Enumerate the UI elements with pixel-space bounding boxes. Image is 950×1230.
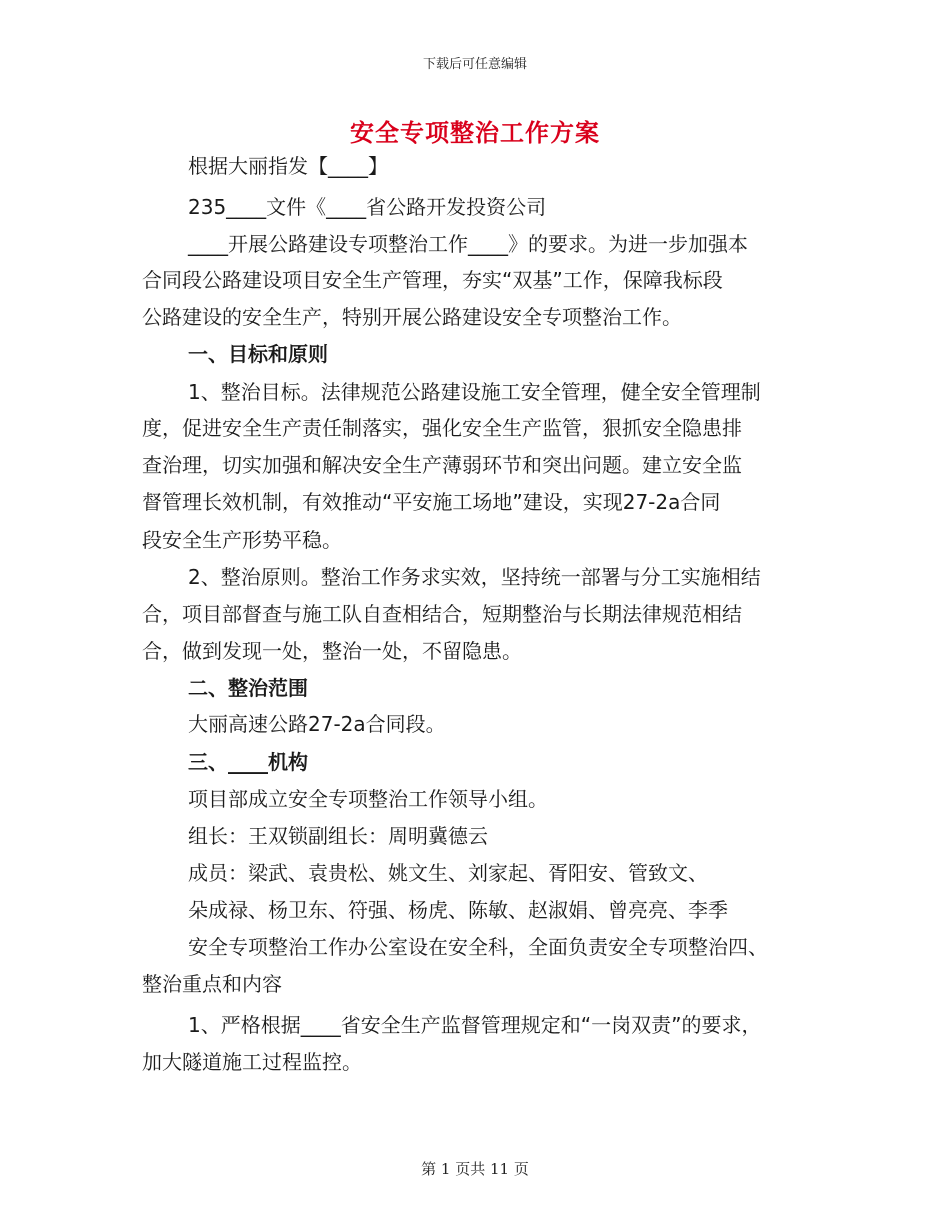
page-header: 下载后可任意编辑	[422, 57, 527, 72]
paragraph-line: 督管理长效机制，有效推动“平安施工场地”建设，实现27-2a合同	[142, 490, 721, 514]
paragraph-line: 235____文件《____省公路开发投资公司	[188, 195, 547, 219]
paragraph-line: 段安全生产形势平稳。	[142, 528, 342, 552]
paragraph-line: 加大隧道施工过程监控。	[142, 1050, 362, 1074]
document-title: 安全专项整治工作方案	[350, 119, 600, 147]
page-footer: 第 1 页共 11 页	[421, 1160, 529, 1178]
paragraph-line: 项目部成立安全专项整治工作领导小组。	[188, 787, 548, 811]
paragraph-line: 查治理，切实加强和解决安全生产薄弱环节和突出问题。建立安全监	[142, 453, 742, 477]
paragraph-line: 组长：王双锁副组长：周明冀德云	[188, 824, 488, 848]
paragraph-line: ____开展公路建设专项整治工作____》的要求。为进一步加强本	[188, 232, 748, 256]
paragraph-line: 度，促进安全生产责任制落实，强化安全生产监管，狠抓安全隐患排	[142, 416, 742, 440]
paragraph-line: 成员：梁武、袁贵松、姚文生、刘家起、胥阳安、管致文、	[188, 861, 708, 885]
paragraph-line: 1、严格根据____省安全生产监督管理规定和“一岗双责”的要求，	[188, 1013, 762, 1037]
paragraph-line: 1、整治目标。法律规范公路建设施工安全管理，健全安全管理制	[188, 380, 761, 404]
section-heading: 一、目标和原则	[188, 342, 328, 366]
paragraph-line: 公路建设的安全生产，特别开展公路建设安全专项整治工作。	[142, 305, 682, 329]
paragraph-line: 朵成禄、杨卫东、符强、杨虎、陈敏、赵淑娟、曾亮亮、李季	[188, 898, 728, 922]
paragraph-line: 大丽高速公路27-2a合同段。	[188, 712, 446, 736]
paragraph-line: 合，项目部督查与施工队自查相结合，短期整治与长期法律规范相结	[142, 602, 742, 626]
paragraph-line: 合，做到发现一处，整治一处，不留隐患。	[142, 639, 522, 663]
section-heading: 二、整治范围	[188, 676, 308, 700]
paragraph-line: 根据大丽指发【____】	[188, 154, 388, 178]
paragraph-line: 2、整治原则。整治工作务求实效，坚持统一部署与分工实施相结	[188, 565, 761, 589]
paragraph-line: 整治重点和内容	[142, 972, 282, 996]
paragraph-line: 安全专项整治工作办公室设在安全科，全面负责安全专项整治四、	[188, 935, 768, 959]
section-heading: 三、____机构	[188, 750, 308, 774]
paragraph-line: 合同段公路建设项目安全生产管理，夯实“双基”工作，保障我标段	[142, 268, 723, 292]
